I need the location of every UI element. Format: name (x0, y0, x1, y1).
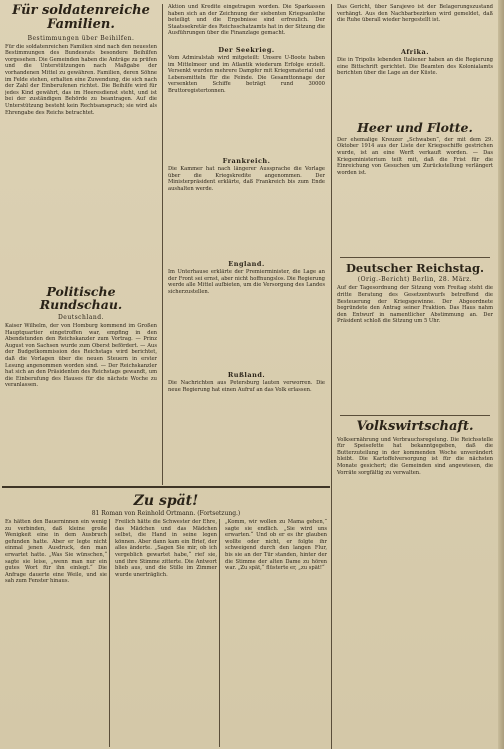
article-body: Die in Tripolis lebenden Italiener haben an die Regierung eine Bittschrift gerichtet. Die Beamten des Kolonialamts berichten über die Lage an der Küste. (337, 57, 493, 77)
article-body: Die Nachrichten aus Petersburg lauten verworren. Die neue Regierung hat einen Aufruf an das Volk erlassen. (168, 380, 325, 393)
article-body: Für die soldatenreichen Familien sind nach den neuesten Bestimmungen des Bundesrats besondere Beihilfen vorgesehen. Die Gemeinden haben die Anträge zu prüfen und die Unterstützungen nach Maßgabe der vorhandenen Mittel zu gewähren. Familien, deren Söhne im Felde stehen, erhalten eine Zuwendung, die sich nach der Zahl der Einberufenen richtet. Die Beihilfe wird für jedes Kind gewährt, das im Heeresdienst steht, und ist bei der zuständigen Behörde zu beantragen. Auf die Unterstützung besteht kein Rechtsanspruch; sie wird als Ehrengabe des Reichs betrachtet. (5, 43, 157, 116)
headline-economy: Volkswirtschaft. (356, 419, 474, 435)
serial-text: Es hätten den Bauerninnen ein wenig zu verbinden, daß kleine große Wenigkeit eine in dem Ausbruch gefunden hatte. Aber er legte nicht einmal jenen Ausdruck, den man erwartet hatte. „Was Sie wünschen,“ sagte sie leise, „wenn man nur ein gutes Wort für ihn einlegt.“ Die Anfrage dauerte eine Weile, und sie sah zum Fenster hinaus. (5, 519, 107, 585)
subheading-germany: Deutschland. (57, 314, 105, 322)
article-body: Der ehemalige Kreuzer „Schwaben“, der mit dem 29. Oktober 1914 aus der Liste der Kriegsschiffe gestrichen wurde, ist an eine Werft verkauft worden. — Das Kriegsministerium teilt mit, daß die Frist für die Einreichung von Gesuchen um Zurückstellung verlängert worden ist. (337, 136, 493, 176)
serial-title: Zu spät! (133, 493, 199, 509)
serial-divider (2, 486, 330, 488)
headline-political-review: Politische Rundschau. (39, 283, 123, 313)
column-3 (334, 0, 496, 749)
serial-byline: 81 Roman von Reinhold Ortmann. (Fortsetzung.) (91, 510, 241, 517)
section-divider (340, 257, 490, 258)
article-body: Aktion und Kredite eingetragen worden. Die Sparkassen haben sich an der Zeichnung der siebenten Kriegsanleihe beteiligt und die Ergebnisse sind erfreulich. Der Staatssekretär des Reichsschatzamts hat in der Sitzung die Ausführungen über die Finanzlage gemacht. (168, 4, 325, 37)
headline-soldier-families: Für soldatenreiche Familien. (12, 3, 150, 33)
column-divider (162, 4, 163, 485)
serial-text: Freilich hätte die Schwester der Ehre, das Mädchen und das Mädchen selbst, die Hand in seine legen können. Aber dann kam ein Brief, der alles änderte. „Sagen Sie mir, ob ich vergeblich gewartet habe,“ rief sie, und ihre Stimme zitterte. Die Antwort blieb aus, und die Stille im Zimmer wurde unerträglich. (115, 519, 217, 578)
column-2 (165, 0, 328, 485)
column-divider (109, 519, 110, 747)
subheading-russia: Rußland. (227, 371, 266, 379)
page-edge-shadow (498, 0, 504, 749)
dateline: (Orig.-Bericht) Berlin, 28. März. (357, 276, 473, 284)
headline-reichstag: Deutscher Reichstag. (345, 260, 485, 275)
serial-novel (2, 490, 330, 749)
subheading-france: Frankreich. (222, 157, 271, 165)
article-body: Das Gericht, über Sarajewo ist der Belagerungszustand verhängt. Aus den Nachbarbezirken wird gemeldet, daß die Ruhe überall wieder hergestellt ist. (337, 4, 493, 24)
article-body: Auf der Tagesordnung der Sitzung vom Freitag steht die dritte Beratung des Gesetzentwurfs betreffend die Besteuerung der Kriegsgewinne. Der Abgeordnete begründete den Antrag seiner Fraktion. Das Haus nahm den Entwurf in namentlicher Abstimmung an. Der Präsident schloß die Sitzung um 5 Uhr. (337, 285, 493, 325)
serial-text: „Komm, wir wollen zu Mama gehen,“ sagte sie endlich. „Sie wird uns erwarten.“ Und ob er es ihr glauben wollte oder nicht, er folgte ihr schweigend durch den langen Flur, bis sie an der Tür standen, hinter der die Stimme der alten Dame zu hören war. „Zu spät,“ flüsterte er, „zu spät!“ (225, 519, 327, 572)
article-body: Im Unterhause erklärte der Premierminister, die Lage an der Front sei ernst, aber nicht hoffnungslos. Die Regierung werde alle Mittel aufbieten, um die Versorgung des Landes sicherzustellen. (168, 269, 325, 295)
column-divider (219, 519, 220, 747)
column-1 (2, 0, 160, 485)
article-body: Vom Admiralstab wird mitgeteilt: Unsere U-Boote haben im Mittelmeer und im Atlantik wiederum Erfolge erzielt. Versenkt wurden mehrere Dampfer mit Kriegsmaterial und Lebensmitteln für die Feinde. Die Gesamttonnage der versenkten Schiffe beträgt rund 30000 Bruttoregistertonnen. (168, 55, 325, 94)
article-body: Kaiser Wilhelm, der von Homburg kommend im Großen Hauptquartier eingetroffen war, empfing in den Abendstunden den Reichskanzler zum Vortrag. — Prinz August von Sachsen wurde zum Oberst befördert. — Aus der Budgetkommission des Reichstags wird berichtet, daß die Vorlagen über die neuen Steuern in erster Lesung angenommen worden sind. — Der Reichskanzler hat sich an den Präsidenten des Reichstags gewandt, um die Einberufung des Hauses für die nächste Woche zu veranlassen. (5, 323, 157, 389)
subheading-africa: Afrika. (400, 48, 430, 56)
section-divider (340, 415, 490, 416)
column-divider (331, 4, 332, 749)
headline-army-navy: Heer und Flotte. (357, 120, 473, 135)
article-body: Volksernährung und Verbrauchsregelung. Die Reichsstelle für Speisefette hat bekanntgegeben, daß die Butterzuteilung in der kommenden Woche unverändert bleibt. Die Kartoffelversorgung ist für die nächsten Monate gesichert; die Gemeinden sind angewiesen, die Vorräte sorgfältig zu verwalten. (337, 436, 493, 476)
subheading-beihilfen: Bestimmungen über Beihilfen. (27, 34, 135, 42)
article-body: Die Kammer hat nach längerer Aussprache die Vorlage über die Kriegskredite angenommen. Der Ministerpräsident erklärte, daß Frankreich bis zum Ende aushalten werde. (168, 166, 325, 192)
subheading-england: England. (228, 260, 265, 268)
headline-naval-war: Der Seekrieg. (218, 46, 275, 54)
